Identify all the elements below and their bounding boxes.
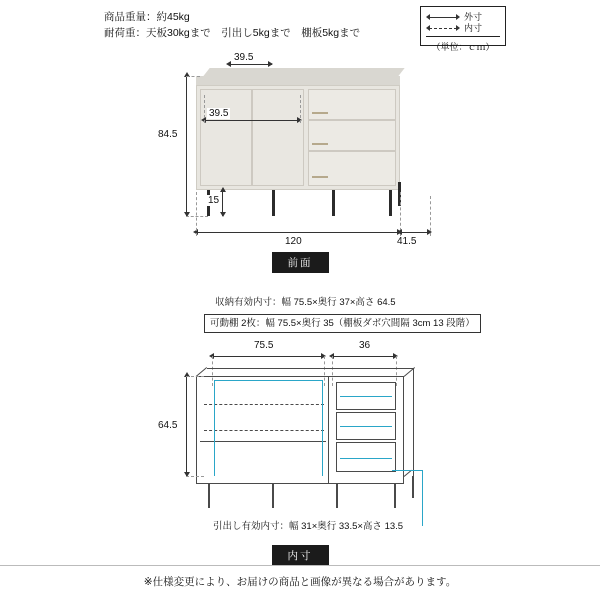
dim-inner-right-label: 36 — [359, 340, 371, 351]
drawer-inner-note: 引出し有効内寸：幅 31×奥行 33.5×高さ 13.5 — [213, 521, 404, 532]
inner-cabinet-top-back — [207, 368, 413, 369]
inner-drawer-top-guide — [340, 396, 392, 397]
load-capacity-text: 耐荷重：天板30kgまで 引出し5kgまで 棚板5kgまで — [104, 27, 361, 39]
dim-depth-label: 41.5 — [397, 236, 417, 247]
dim-leg-label: 15 — [208, 195, 220, 206]
front-view-caption: 前面 — [272, 252, 329, 273]
dim-inner-height-ext-top — [186, 376, 204, 377]
dim-door-width-label: 39.5 — [209, 108, 229, 119]
footer-note: ※仕様変更により、お届けの商品と画像が異なる場合があります。 — [143, 576, 457, 588]
inner-guide-top — [214, 380, 322, 381]
inner-drawer-bottom — [336, 442, 396, 472]
shelf-line-lower — [204, 430, 324, 431]
inner-leg-2 — [272, 484, 274, 508]
inner-view-caption-wrap — [0, 545, 600, 566]
dim-inner-height-ext-bottom — [186, 476, 204, 477]
inner-leg-3 — [336, 484, 338, 508]
dim-inner-height-label: 64.5 — [158, 420, 178, 431]
inner-leg-1 — [208, 484, 210, 508]
inner-leg-5 — [412, 476, 414, 498]
storage-inner-note: 収納有効内寸：幅 75.5×奥行 37×高さ 64.5 — [215, 297, 396, 308]
dim-inner-left-line — [212, 356, 324, 357]
inner-guide-left — [214, 380, 215, 476]
inner-drawer-middle-guide — [340, 426, 392, 427]
dim-inner-left-label: 75.5 — [254, 340, 274, 351]
legend-unit-label: （単位：ｃｍ） — [426, 36, 500, 53]
dim-inner-right-line — [332, 356, 396, 357]
shelf-line-base — [200, 441, 326, 442]
product-weight-text: 商品重量：約45kg — [104, 11, 190, 23]
dim-inner-height-line — [186, 376, 187, 476]
dim-width-label: 120 — [285, 236, 302, 247]
inner-view-caption: 内寸 — [272, 545, 329, 566]
dim-height-label: 84.5 — [158, 129, 178, 140]
inner-drawer-bottom-guide — [340, 458, 392, 459]
dim-top-depth-label: 39.5 — [234, 52, 254, 63]
shelf-note: 可動棚 2枚：幅 75.5×奥行 35（棚板ダボ穴間隔 3cm 13 段階） — [204, 314, 481, 333]
inner-cabinet-right-back — [413, 368, 414, 476]
inner-drawer-callout-line — [392, 470, 422, 471]
inner-guide-right — [322, 380, 323, 476]
footer-note-wrap — [0, 565, 600, 600]
shelf-line-upper — [204, 404, 324, 405]
inner-drawer-callout-vline — [422, 470, 423, 526]
inner-leg-4 — [394, 484, 396, 508]
legend-outer-label: 外寸 — [464, 12, 483, 22]
inner-divider — [328, 376, 329, 484]
legend-inner-label: 内寸 — [464, 23, 483, 33]
